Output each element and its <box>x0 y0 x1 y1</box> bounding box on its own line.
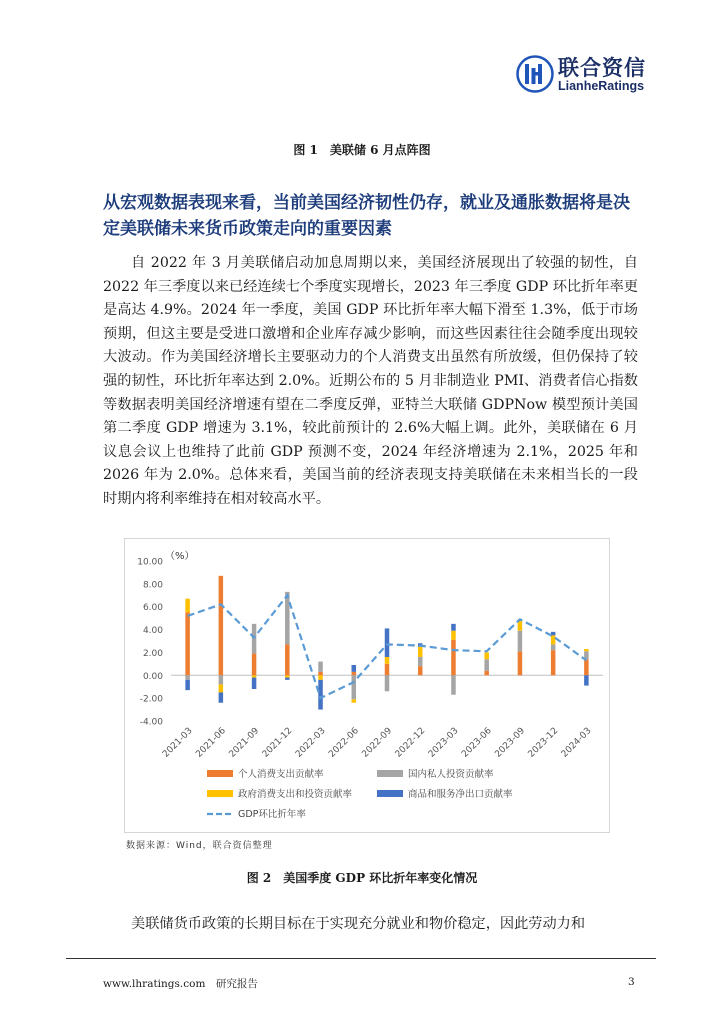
footer-site: www.lhratings.com 研究报告 <box>103 978 258 990</box>
figure-2-caption: 图 2 美国季度 GDP 环比折年率变化情况 <box>246 871 478 885</box>
bar-segment <box>219 675 224 684</box>
logo-mark-icon <box>516 55 554 93</box>
logo-name-cn: 联合资信 <box>558 56 646 80</box>
bar-segment <box>418 666 423 675</box>
bar-segment <box>252 678 256 689</box>
bar-segment <box>451 624 456 631</box>
bar-segment <box>418 647 423 657</box>
body-paragraph: 自 2022 年 3 月美联储启动加息周期以来，美国经济展现出了较强的韧性，自 2022 年三季度以来已经连续七个季度实现增长，2023 年三季度 GDP 环比折年率更是高达 4.9%。2024 年一季度，美国 GDP 环比折年率大幅下滑至 1.3%，低于市场预期，但这主要是受进口激增和企业库存减少影响，而这些因素往往会随季度出现较大波动。作为美国经济增长主要驱动力的个人消费支出虽然有所放缓，但仍保持了较强的韧性，环比折年率达到 2.0%。近期公布的 5 月非制造业 PMI、消费者信心指数等数据表明美国经济增速有望在二季度反弹，亚特兰大联储 GDPNow 模型预计美国第二季度 GDP 增速为 3.1%，较此前预计的 2.6%大幅上调。此外，美联储在 6 月议息会议上也维持了此前 GDP 预测不变，2024 年经济增速为 2.1%，2025 年和 2026 年为 2.0%。总体来看，美国当前的经济表现支持美联储在未来相当长的一段时期内将利率维持在相对较高水平。 <box>103 255 638 507</box>
x-tick-label: 2022-12 <box>393 726 428 760</box>
legend-label: 国内私人投资贡献率 <box>408 769 494 780</box>
x-tick-label: 2022-06 <box>327 726 361 760</box>
x-tick-label: 2023-03 <box>426 726 461 760</box>
bar-segment <box>551 650 556 675</box>
legend-swatch <box>207 790 233 797</box>
bar-segment <box>318 675 323 680</box>
bar-segment <box>219 684 224 692</box>
legend-label: GDP环比折年率 <box>238 809 306 820</box>
y-tick-label: 2.00 <box>142 648 163 659</box>
bar-segment <box>352 672 357 675</box>
bar-segment <box>418 657 423 666</box>
legend-swatch <box>377 790 403 797</box>
bar-segment <box>285 678 290 680</box>
bar-segment <box>219 692 224 702</box>
bar-segment <box>518 651 523 675</box>
x-tick-label: 2024-03 <box>559 726 594 760</box>
bar-segment <box>551 644 556 650</box>
x-tick-label: 2021-09 <box>227 726 262 760</box>
y-tick-label: 6.00 <box>142 603 163 614</box>
bar-segment <box>318 672 323 675</box>
legend-label: 政府消费支出和投资贡献率 <box>238 789 353 800</box>
y-tick-label: 4.00 <box>142 626 163 637</box>
bar-segment <box>385 628 390 657</box>
source-note: 数据来源：Wind，联合资信整理 <box>126 841 273 851</box>
x-tick-label: 2023-12 <box>526 726 561 760</box>
bar-segment <box>285 644 290 675</box>
legend-swatch <box>377 770 403 777</box>
bar-segment <box>385 675 390 691</box>
y-tick-label: 8.00 <box>142 580 163 591</box>
bar-segment <box>584 675 589 685</box>
x-tick-label: 2022-09 <box>360 726 395 760</box>
x-tick-label: 2023-06 <box>460 726 494 760</box>
bar-segment <box>285 675 290 677</box>
x-tick-label: 2023-09 <box>493 726 528 760</box>
bar-segment <box>352 675 357 699</box>
gdp-chart <box>124 538 610 833</box>
y-unit-label: （%） <box>165 551 195 562</box>
x-tick-label: 2022-03 <box>293 726 328 760</box>
bar-segment <box>518 631 523 652</box>
y-tick-label: -2.00 <box>139 694 163 705</box>
bar-segment <box>584 649 589 651</box>
section-heading: 从宏观数据表现来看，当前美国经济韧性仍存，就业及通胀数据将是决定美联储未来货币政策走向的重要因素 <box>103 193 630 239</box>
bar-segment <box>352 699 357 702</box>
gdp-chart-svg <box>125 539 609 832</box>
bar-segment <box>318 662 323 672</box>
bar-segment <box>551 635 556 644</box>
x-tick-label: 2021-12 <box>260 726 295 760</box>
tail-paragraph: 美联储货币政策的长期目标在于实现充分就业和物价稳定，因此劳动力和 <box>131 916 586 932</box>
x-tick-label: 2021-06 <box>194 726 228 760</box>
bar-segment <box>219 576 224 675</box>
figure-1-caption: 图 1 美联储 6 月点阵图 <box>293 143 431 157</box>
bar-segment <box>252 654 256 676</box>
bar-segment <box>285 592 290 645</box>
bar-segment <box>484 671 489 676</box>
bar-segment <box>185 612 190 675</box>
x-tick-label: 2021-03 <box>161 726 195 760</box>
bar-segment <box>451 640 456 675</box>
y-tick-label: 0.00 <box>142 671 163 682</box>
y-tick-label: 10.00 <box>137 557 163 568</box>
legend-label: 商品和服务净出口贡献率 <box>408 789 513 800</box>
bar-segment <box>185 675 190 680</box>
bar-segment <box>484 659 489 670</box>
legend-label: 个人消费支出贡献率 <box>238 769 324 780</box>
footer-divider <box>66 958 656 959</box>
y-tick-label: -4.00 <box>139 717 163 728</box>
bar-segment <box>451 675 456 694</box>
bar-segment <box>185 599 190 613</box>
bar-segment <box>484 652 489 659</box>
bar-segment <box>185 680 190 690</box>
bar-segment <box>451 631 456 640</box>
bar-segment <box>318 680 323 710</box>
bar-segment <box>584 659 589 675</box>
logo-name-en: LianheRatings <box>558 79 645 93</box>
bar-segment <box>385 664 390 675</box>
bar-segment <box>252 675 256 677</box>
page-number: 3 <box>628 976 635 988</box>
legend-swatch <box>207 770 233 777</box>
bar-segment <box>352 665 357 672</box>
bar-segment <box>385 657 390 664</box>
company-logo <box>516 55 676 95</box>
